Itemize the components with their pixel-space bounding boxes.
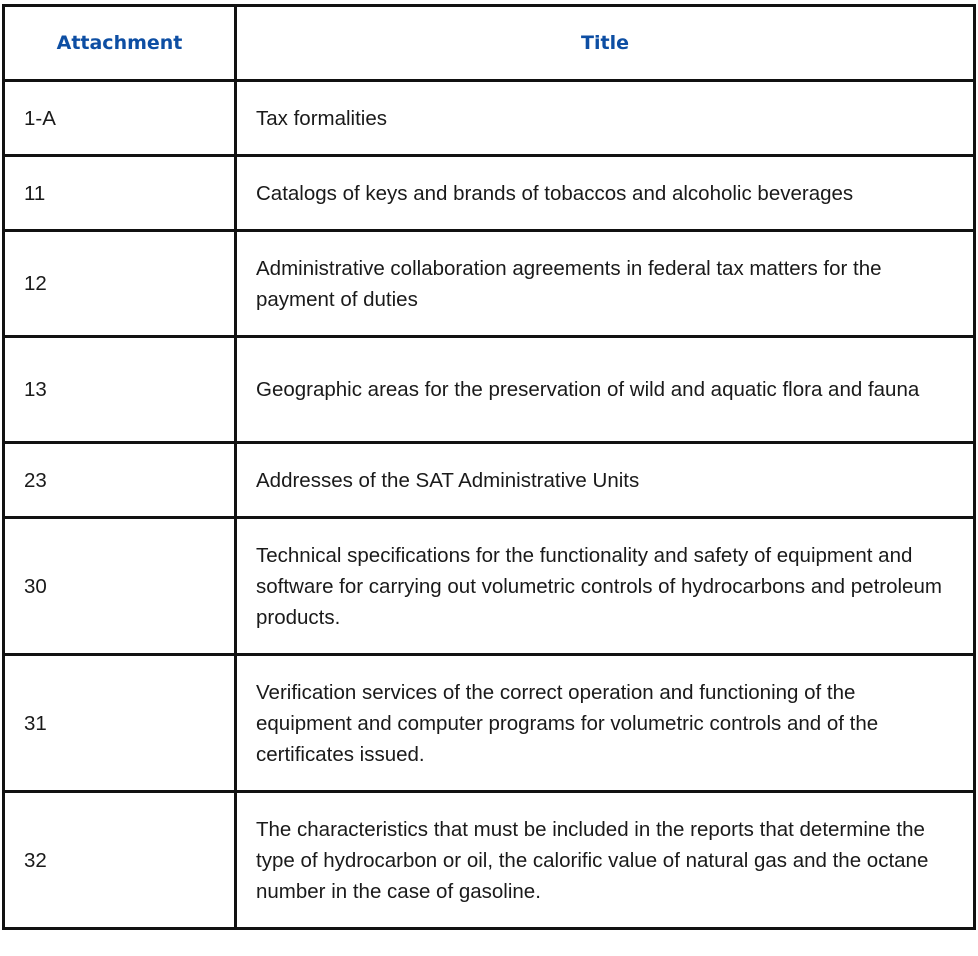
table-header: [4, 6, 975, 81]
attachment-cell: 11: [4, 156, 236, 231]
header-row: [4, 6, 975, 81]
attachment-cell: 13: [4, 337, 236, 443]
table-row: [4, 337, 975, 443]
attachments-table-container: [2, 4, 973, 930]
title-cell: Administrative collaboration agreements in federal tax matters for the payment of duties: [236, 231, 975, 337]
table-row: [4, 655, 975, 792]
attachment-cell: 1-A: [4, 81, 236, 156]
title-cell: Verification services of the correct operation and functioning of the equipment and computer programs for volumetric controls and of the certificates issued.: [236, 655, 975, 792]
table-row: [4, 156, 975, 231]
table-row: [4, 81, 975, 156]
column-header-title: Title: [236, 6, 975, 81]
table-row: [4, 443, 975, 518]
table-body: [4, 81, 975, 929]
table-row: [4, 518, 975, 655]
table-row: [4, 792, 975, 929]
title-cell: Technical specifications for the functionality and safety of equipment and software for carrying out volumetric controls of hydrocarbons and petroleum products.: [236, 518, 975, 655]
attachment-cell: 30: [4, 518, 236, 655]
title-cell: Catalogs of keys and brands of tobaccos and alcoholic beverages: [236, 156, 975, 231]
column-header-attachment: Attachment: [4, 6, 236, 81]
attachment-cell: 23: [4, 443, 236, 518]
table-row: [4, 231, 975, 337]
attachment-cell: 32: [4, 792, 236, 929]
title-cell: Tax formalities: [236, 81, 975, 156]
attachment-cell: 31: [4, 655, 236, 792]
attachments-table: [2, 4, 976, 930]
title-cell: The characteristics that must be included in the reports that determine the type of hydrocarbon or oil, the calorific value of natural gas and the octane number in the case of gasoline.: [236, 792, 975, 929]
attachment-cell: 12: [4, 231, 236, 337]
title-cell: Geographic areas for the preservation of wild and aquatic flora and fauna: [236, 337, 975, 443]
title-cell: Addresses of the SAT Administrative Units: [236, 443, 975, 518]
